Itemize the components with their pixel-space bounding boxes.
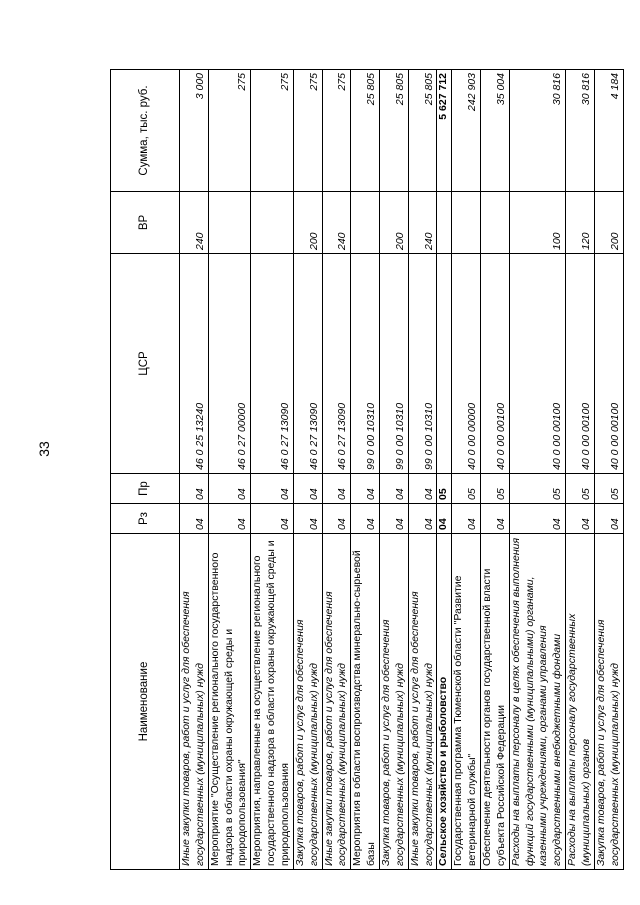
table-cell-vr: 100 [509,192,565,254]
table-cell-vr: 240 [322,192,351,254]
table-cell-pr: 05 [481,474,510,504]
table-cell-csr: 40 0 00 00100 [566,254,595,474]
table-cell-rz: 04 [566,504,595,534]
table-cell-rz: 04 [180,504,209,534]
table-cell-pr: 05 [594,474,623,504]
table-cell-pr: 04 [180,474,209,504]
table-cell-sum: 4 184 [594,70,623,192]
table-header-row [111,70,180,870]
header-name: Наименование [111,534,180,870]
table-cell-sum: 242 903 [452,70,481,192]
table-cell-csr: 46 0 25 13240 [180,254,209,474]
table-cell-vr [251,192,294,254]
table-cell-name: Закупка товаров, работ и услуг для обеспечения государственных (муниципальных) нужд [594,534,623,870]
table-row [208,70,251,870]
table-row [509,70,565,870]
table-row [437,70,452,870]
table-cell-csr [437,254,452,474]
table-cell-rz: 04 [481,504,510,534]
table-cell-pr: 05 [452,474,481,504]
table-cell-name: Государственная программа Тюменской области "Развитие ветеринарной службы" [452,534,481,870]
table-row [293,70,322,870]
table-cell-name: Сельское хозяйство и рыболовство [437,534,452,870]
table-row [452,70,481,870]
table-row [566,70,595,870]
table-cell-pr: 04 [322,474,351,504]
table-cell-vr: 200 [293,192,322,254]
table-cell-name: Закупка товаров, работ и услуг для обеспечения государственных (муниципальных) нужд [380,534,409,870]
rotated-page-content [110,70,621,870]
table-cell-pr: 05 [437,474,452,504]
table-cell-pr: 04 [351,474,380,504]
table-cell-sum: 275 [208,70,251,192]
table-cell-rz: 04 [322,504,351,534]
header-vr: ВР [111,192,180,254]
table-cell-csr: 40 0 00 00100 [481,254,510,474]
table-cell-csr: 40 0 00 00000 [452,254,481,474]
table-cell-sum: 3 000 [180,70,209,192]
table-body [180,70,624,870]
table-cell-csr: 99 0 00 10310 [351,254,380,474]
table-cell-vr [437,192,452,254]
table-cell-name: Иные закупки товаров, работ и услуг для обеспечения государственных (муниципальных) нужд [180,534,209,870]
table-row [251,70,294,870]
table-cell-rz: 04 [509,504,565,534]
header-rz: Рз [111,504,180,534]
table-cell-pr: 04 [380,474,409,504]
table-cell-sum: 275 [322,70,351,192]
table-cell-rz: 04 [208,504,251,534]
table-cell-pr: 04 [293,474,322,504]
table-cell-sum: 30 816 [566,70,595,192]
table-row [481,70,510,870]
table-cell-vr [481,192,510,254]
table-cell-rz: 04 [437,504,452,534]
table-cell-rz: 04 [293,504,322,534]
table-cell-sum: 35 004 [481,70,510,192]
table-row [594,70,623,870]
table-cell-csr: 99 0 00 10310 [408,254,437,474]
table-row [380,70,409,870]
table-cell-csr: 46 0 27 13090 [322,254,351,474]
table-cell-csr: 40 0 00 00100 [509,254,565,474]
table-cell-pr: 04 [251,474,294,504]
budget-table [110,69,624,870]
table-cell-csr: 46 0 27 13090 [251,254,294,474]
table-cell-vr: 200 [380,192,409,254]
header-pr: Пр [111,474,180,504]
table-cell-name: Закупка товаров, работ и услуг для обеспечения государственных (муниципальных) нужд [293,534,322,870]
header-csr: ЦСР [111,254,180,474]
table-cell-name: Мероприятия в области воспроизводства минерально-сырьевой базы [351,534,380,870]
table-cell-vr: 200 [594,192,623,254]
table-cell-rz: 04 [408,504,437,534]
table-cell-vr: 120 [566,192,595,254]
table-cell-sum: 25 805 [408,70,437,192]
table-cell-vr [208,192,251,254]
table-cell-csr: 99 0 00 10310 [380,254,409,474]
table-cell-rz: 04 [351,504,380,534]
table-row [322,70,351,870]
table-cell-vr [452,192,481,254]
table-cell-sum: 275 [251,70,294,192]
table-cell-rz: 04 [594,504,623,534]
table-cell-rz: 04 [251,504,294,534]
header-sum: Сумма, тыс. руб. [111,70,180,192]
table-cell-vr: 240 [408,192,437,254]
table-cell-sum: 30 816 [509,70,565,192]
table-cell-sum: 5 627 712 [437,70,452,192]
table-cell-sum: 25 805 [380,70,409,192]
table-cell-vr: 240 [180,192,209,254]
table-cell-name: Мероприятия, направленные на осуществление регионального государственного надзора в области охраны окружающей среды и природопользования [251,534,294,870]
table-cell-name: Расходы на выплаты персоналу государственных (муниципальных) органов [566,534,595,870]
table-cell-pr: 05 [566,474,595,504]
table-cell-name: Расходы на выплаты персоналу в целях обеспечения выполнения функций государственными (муниципальными) органами, казенными учреждениями, органами управления государственными внебюджетными фондами [509,534,565,870]
table-row [408,70,437,870]
table-cell-vr [351,192,380,254]
table-cell-rz: 04 [452,504,481,534]
table-cell-name: Иные закупки товаров, работ и услуг для обеспечения государственных (муниципальных) нужд [408,534,437,870]
table-cell-pr: 04 [208,474,251,504]
table-row [180,70,209,870]
table-cell-pr: 05 [509,474,565,504]
table-row [351,70,380,870]
table-cell-name: Мероприятие "Осуществление регионального государственного надзора в области охраны окружающей среды и природопользования" [208,534,251,870]
table-cell-csr: 40 0 00 00100 [594,254,623,474]
table-cell-sum: 275 [293,70,322,192]
table-cell-rz: 04 [380,504,409,534]
table-cell-name: Обеспечение деятельности органов государственной власти субъекта Российской Федерации [481,534,510,870]
table-cell-csr: 46 0 27 00000 [208,254,251,474]
table-cell-pr: 04 [408,474,437,504]
table-cell-sum: 25 805 [351,70,380,192]
page-number: 33 [35,441,52,457]
table-cell-csr: 46 0 27 13090 [293,254,322,474]
table-cell-name: Иные закупки товаров, работ и услуг для обеспечения государственных (муниципальных) нужд [322,534,351,870]
